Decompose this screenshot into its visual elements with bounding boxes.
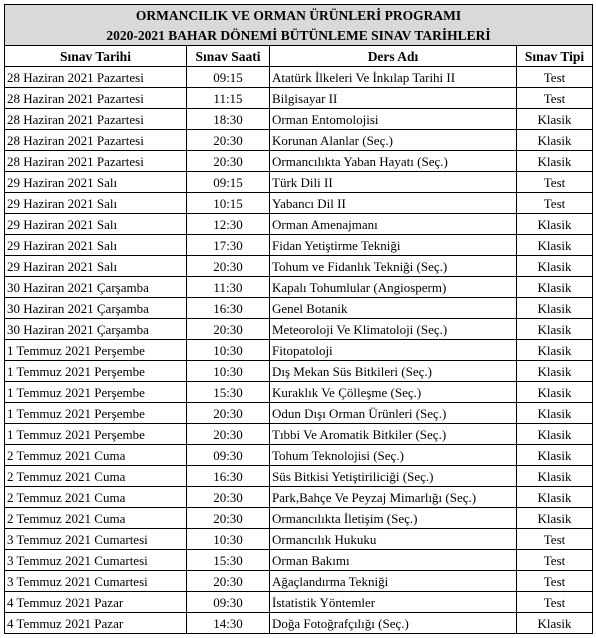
table-row: [5, 151, 593, 172]
course-name-cell: Yabancı Dil II: [270, 193, 517, 214]
exam-time-cell: 20:30: [187, 319, 270, 340]
table-row: [5, 130, 593, 151]
exam-schedule-table: [4, 4, 593, 634]
exam-type-cell: Klasik: [517, 130, 593, 151]
table-row: [5, 109, 593, 130]
course-name-cell: Tıbbi Ve Aromatik Bitkiler (Seç.): [270, 424, 517, 445]
table-row: [5, 214, 593, 235]
exam-time-cell: 10:30: [187, 529, 270, 550]
exam-type-cell: Klasik: [517, 109, 593, 130]
exam-type-cell: Test: [517, 67, 593, 88]
table-row: [5, 592, 593, 613]
title-line-2: 2020-2021 BAHAR DÖNEMİ BÜTÜNLEME SINAV TARİHLERİ: [5, 25, 593, 46]
exam-time-cell: 09:30: [187, 592, 270, 613]
exam-date-cell: 28 Haziran 2021 Pazartesi: [5, 151, 187, 172]
table-row: [5, 529, 593, 550]
exam-date-cell: 29 Haziran 2021 Salı: [5, 214, 187, 235]
course-name-cell: Atatürk İlkeleri Ve İnkılap Tarihi II: [270, 67, 517, 88]
exam-type-cell: Klasik: [517, 487, 593, 508]
exam-time-cell: 20:30: [187, 571, 270, 592]
exam-type-cell: Klasik: [517, 235, 593, 256]
table-row: [5, 382, 593, 403]
exam-date-cell: 28 Haziran 2021 Pazartesi: [5, 88, 187, 109]
course-name-cell: Tohum ve Fidanlık Tekniği (Seç.): [270, 256, 517, 277]
course-name-cell: Fidan Yetiştirme Tekniği: [270, 235, 517, 256]
exam-schedule-sheet: [4, 4, 592, 634]
exam-type-cell: Klasik: [517, 508, 593, 529]
table-row: [5, 277, 593, 298]
course-name-cell: İstatistik Yöntemler: [270, 592, 517, 613]
exam-date-cell: 29 Haziran 2021 Salı: [5, 193, 187, 214]
course-name-cell: Türk Dili II: [270, 172, 517, 193]
table-row: [5, 550, 593, 571]
exam-type-cell: Klasik: [517, 298, 593, 319]
exam-type-cell: Klasik: [517, 214, 593, 235]
exam-date-cell: 3 Temmuz 2021 Cumartesi: [5, 529, 187, 550]
course-name-cell: Odun Dışı Orman Ürünleri (Seç.): [270, 403, 517, 424]
table-row: [5, 361, 593, 382]
exam-type-cell: Klasik: [517, 424, 593, 445]
exam-time-cell: 20:30: [187, 151, 270, 172]
exam-time-cell: 18:30: [187, 109, 270, 130]
table-row: [5, 340, 593, 361]
exam-date-cell: 2 Temmuz 2021 Cuma: [5, 466, 187, 487]
exam-time-cell: 20:30: [187, 403, 270, 424]
exam-time-cell: 10:30: [187, 340, 270, 361]
exam-date-cell: 1 Temmuz 2021 Perşembe: [5, 382, 187, 403]
exam-time-cell: 10:15: [187, 193, 270, 214]
exam-type-cell: Test: [517, 172, 593, 193]
exam-time-cell: 16:30: [187, 466, 270, 487]
table-row: [5, 235, 593, 256]
exam-type-cell: Klasik: [517, 613, 593, 634]
exam-date-cell: 28 Haziran 2021 Pazartesi: [5, 67, 187, 88]
table-row: [5, 193, 593, 214]
exam-type-cell: Klasik: [517, 319, 593, 340]
table-row: [5, 487, 593, 508]
exam-date-cell: 2 Temmuz 2021 Cuma: [5, 508, 187, 529]
exam-date-cell: 30 Haziran 2021 Çarşamba: [5, 277, 187, 298]
exam-date-cell: 30 Haziran 2021 Çarşamba: [5, 298, 187, 319]
table-row: [5, 172, 593, 193]
course-name-cell: Meteoroloji Ve Klimatoloji (Seç.): [270, 319, 517, 340]
course-name-cell: Kapalı Tohumlular (Angiosperm): [270, 277, 517, 298]
exam-time-cell: 12:30: [187, 214, 270, 235]
column-header-time: Sınav Saati: [187, 46, 270, 67]
course-name-cell: Orman Amenajmanı: [270, 214, 517, 235]
exam-date-cell: 28 Haziran 2021 Pazartesi: [5, 130, 187, 151]
exam-date-cell: 29 Haziran 2021 Salı: [5, 235, 187, 256]
exam-type-cell: Klasik: [517, 445, 593, 466]
exam-date-cell: 1 Temmuz 2021 Perşembe: [5, 340, 187, 361]
exam-time-cell: 20:30: [187, 424, 270, 445]
exam-type-cell: Klasik: [517, 466, 593, 487]
table-row: [5, 466, 593, 487]
exam-type-cell: Test: [517, 529, 593, 550]
exam-date-cell: 29 Haziran 2021 Salı: [5, 256, 187, 277]
exam-time-cell: 20:30: [187, 508, 270, 529]
exam-type-cell: Klasik: [517, 256, 593, 277]
column-header-date: Sınav Tarihi: [5, 46, 187, 67]
course-name-cell: Doğa Fotoğrafçılığı (Seç.): [270, 613, 517, 634]
table-row: [5, 403, 593, 424]
header-row: [5, 46, 593, 67]
course-name-cell: Bilgisayar II: [270, 88, 517, 109]
exam-time-cell: 09:15: [187, 172, 270, 193]
exam-time-cell: 20:30: [187, 130, 270, 151]
table-row: [5, 88, 593, 109]
exam-time-cell: 09:30: [187, 445, 270, 466]
exam-type-cell: Klasik: [517, 361, 593, 382]
exam-date-cell: 28 Haziran 2021 Pazartesi: [5, 109, 187, 130]
table-row: [5, 319, 593, 340]
table-row: [5, 613, 593, 634]
title-row-1: [5, 5, 593, 26]
exam-time-cell: 09:15: [187, 67, 270, 88]
course-name-cell: Fitopatoloji: [270, 340, 517, 361]
course-name-cell: Dış Mekan Süs Bitkileri (Seç.): [270, 361, 517, 382]
exam-type-cell: Test: [517, 592, 593, 613]
exam-time-cell: 10:30: [187, 361, 270, 382]
exam-date-cell: 1 Temmuz 2021 Perşembe: [5, 424, 187, 445]
exam-date-cell: 29 Haziran 2021 Salı: [5, 172, 187, 193]
course-name-cell: Park,Bahçe Ve Peyzaj Mimarlığı (Seç.): [270, 487, 517, 508]
table-row: [5, 445, 593, 466]
exam-time-cell: 11:15: [187, 88, 270, 109]
table-row: [5, 424, 593, 445]
course-name-cell: Kuraklık Ve Çölleşme (Seç.): [270, 382, 517, 403]
exam-time-cell: 15:30: [187, 550, 270, 571]
course-name-cell: Korunan Alanlar (Seç.): [270, 130, 517, 151]
exam-time-cell: 16:30: [187, 298, 270, 319]
table-row: [5, 298, 593, 319]
exam-date-cell: 30 Haziran 2021 Çarşamba: [5, 319, 187, 340]
exam-time-cell: 17:30: [187, 235, 270, 256]
column-header-course: Ders Adı: [270, 46, 517, 67]
exam-type-cell: Test: [517, 193, 593, 214]
exam-type-cell: Test: [517, 550, 593, 571]
exam-time-cell: 15:30: [187, 382, 270, 403]
column-header-type: Sınav Tipi: [517, 46, 593, 67]
exam-type-cell: Klasik: [517, 340, 593, 361]
table-row: [5, 67, 593, 88]
exam-type-cell: Klasik: [517, 382, 593, 403]
title-line-1: ORMANCILIK VE ORMAN ÜRÜNLERİ PROGRAMI: [5, 5, 593, 26]
title-row-2: [5, 25, 593, 46]
table-row: [5, 256, 593, 277]
exam-date-cell: 4 Temmuz 2021 Pazar: [5, 592, 187, 613]
course-name-cell: Ormancılıkta İletişim (Seç.): [270, 508, 517, 529]
exam-type-cell: Test: [517, 88, 593, 109]
course-name-cell: Orman Entomolojisi: [270, 109, 517, 130]
exam-type-cell: Klasik: [517, 151, 593, 172]
course-name-cell: Ormancılıkta Yaban Hayatı (Seç.): [270, 151, 517, 172]
table-row: [5, 508, 593, 529]
exam-date-cell: 2 Temmuz 2021 Cuma: [5, 445, 187, 466]
table-row: [5, 571, 593, 592]
exam-date-cell: 3 Temmuz 2021 Cumartesi: [5, 571, 187, 592]
exam-date-cell: 3 Temmuz 2021 Cumartesi: [5, 550, 187, 571]
exam-type-cell: Klasik: [517, 403, 593, 424]
course-name-cell: Ağaçlandırma Tekniği: [270, 571, 517, 592]
course-name-cell: Ormancılık Hukuku: [270, 529, 517, 550]
exam-time-cell: 20:30: [187, 256, 270, 277]
course-name-cell: Tohum Teknolojisi (Seç.): [270, 445, 517, 466]
exam-date-cell: 1 Temmuz 2021 Perşembe: [5, 361, 187, 382]
exam-time-cell: 20:30: [187, 487, 270, 508]
course-name-cell: Süs Bitkisi Yetiştiriliciği (Seç.): [270, 466, 517, 487]
exam-time-cell: 11:30: [187, 277, 270, 298]
exam-date-cell: 2 Temmuz 2021 Cuma: [5, 487, 187, 508]
exam-date-cell: 1 Temmuz 2021 Perşembe: [5, 403, 187, 424]
course-name-cell: Orman Bakımı: [270, 550, 517, 571]
exam-date-cell: 4 Temmuz 2021 Pazar: [5, 613, 187, 634]
exam-type-cell: Klasik: [517, 277, 593, 298]
course-name-cell: Genel Botanik: [270, 298, 517, 319]
exam-type-cell: Test: [517, 571, 593, 592]
exam-time-cell: 14:30: [187, 613, 270, 634]
